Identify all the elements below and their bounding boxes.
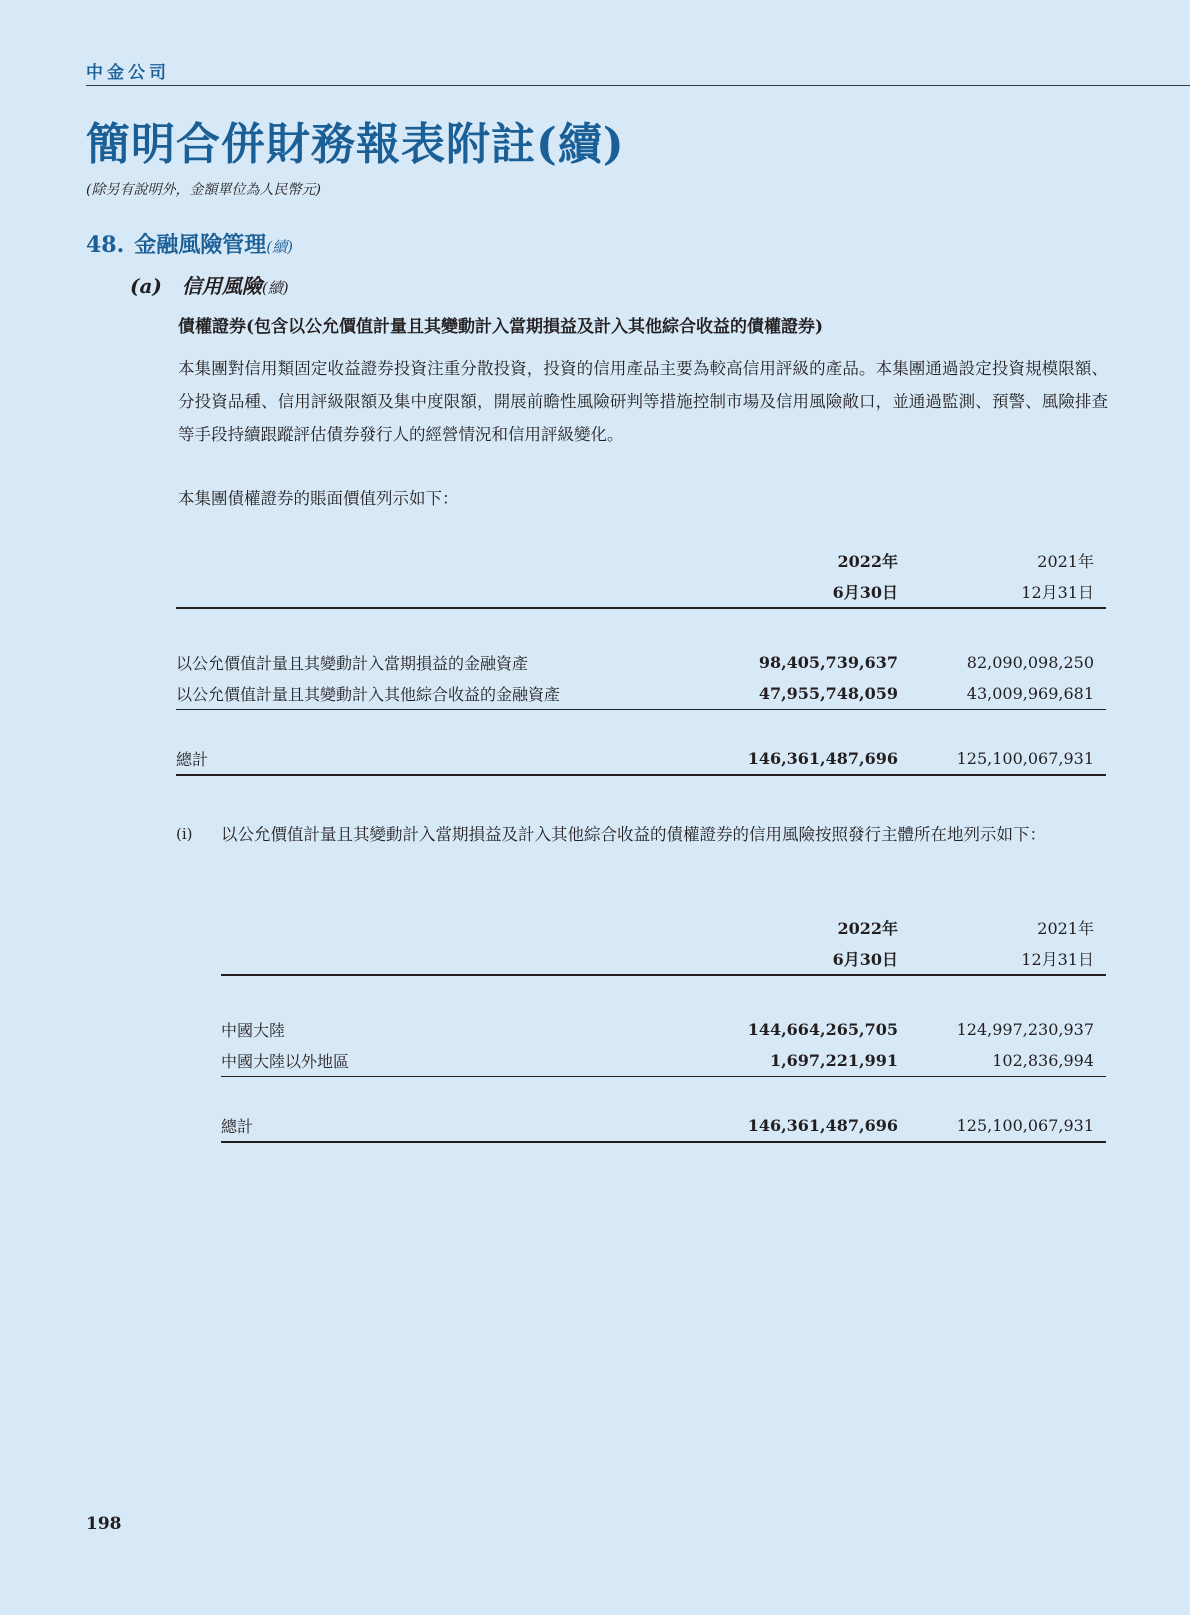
subsection-heading — [130, 270, 289, 299]
section-title: 金融風險管理 — [134, 232, 267, 258]
col-header-2021: 2021年 — [1037, 552, 1094, 571]
table-row — [221, 1014, 1106, 1045]
header-divider — [86, 85, 1190, 86]
body-paragraph: 本集團對信用類固定收益證券投資注重分散投資，投資的信用產品主要為較高信用評級的產品。本集團通過設定投資規模限額、分投資品種、信用評級限額及集中度限額，開展前瞻性風險研判等措施控制市場及信用風險敞口，並通過監測、預警、風險排查等手段持續跟蹤評估債券發行人的經營情況和信用評級變化。 — [178, 359, 1108, 444]
col-header-2021-date: 12月31日 — [906, 943, 1106, 975]
carrying-value-table — [176, 545, 1106, 776]
value-2022: 1,697,221,991 — [746, 1045, 906, 1077]
total-label: 總計 — [221, 1110, 746, 1142]
table-row — [176, 647, 1106, 678]
section-cont: (續) — [266, 238, 294, 256]
col-header-2022-date: 6月30日 — [746, 576, 906, 608]
table-header-row — [176, 545, 1106, 576]
section-heading — [86, 228, 293, 259]
row-label: 中國大陸 — [221, 1021, 286, 1040]
page-title: 簡明合併財務報表附註(續) — [86, 119, 625, 170]
section-number: 48. — [86, 232, 125, 258]
subsection-cont: (續) — [261, 279, 289, 297]
total-2021: 125,100,067,931 — [906, 1110, 1106, 1142]
value-2022: 144,664,265,705 — [747, 1020, 898, 1039]
note-text: 以公允價值計量且其變動計入當期損益及計入其他綜合收益的債權證券的信用風險按照發行主體所在地列示如下： — [221, 825, 1046, 844]
total-label: 總計 — [176, 743, 746, 775]
note-number: (i) — [176, 825, 193, 843]
subsection-letter: (a) — [130, 274, 162, 298]
total-2022: 146,361,487,696 — [746, 743, 906, 775]
subsection-title: 信用風險 — [181, 274, 262, 298]
table-header-row — [221, 912, 1106, 943]
page-subtitle: (除另有說明外，金額單位為人民幣元) — [86, 182, 321, 198]
total-2022: 146,361,487,696 — [746, 1110, 906, 1142]
value-2021: 82,090,098,250 — [966, 653, 1094, 672]
table-header-row — [221, 943, 1106, 975]
table-header-row — [176, 576, 1106, 608]
value-2021: 124,997,230,937 — [956, 1020, 1094, 1039]
company-name: 中金公司 — [86, 63, 170, 83]
row-label: 以公允價值計量且其變動計入其他綜合收益的金融資產 — [176, 678, 746, 710]
col-header-2022: 2022年 — [837, 552, 898, 571]
col-header-2021: 2021年 — [1037, 919, 1094, 938]
value-2022: 47,955,748,059 — [746, 678, 906, 710]
table-row — [221, 1045, 1106, 1077]
value-2021: 102,836,994 — [906, 1045, 1106, 1077]
page-number: 198 — [86, 1514, 122, 1534]
row-label: 中國大陸以外地區 — [221, 1045, 746, 1077]
topic-heading: 債權證券(包含以公允價值計量且其變動計入當期損益及計入其他綜合收益的債權證券) — [178, 317, 824, 337]
col-header-2021-date: 12月31日 — [906, 576, 1106, 608]
total-2021: 125,100,067,931 — [906, 743, 1106, 775]
table-total-row — [176, 743, 1106, 775]
table-total-row — [221, 1110, 1106, 1142]
value-2022: 98,405,739,637 — [758, 653, 898, 672]
col-header-2022: 2022年 — [837, 919, 898, 938]
row-label: 以公允價值計量且其變動計入當期損益的金融資產 — [176, 654, 529, 673]
col-header-2022-date: 6月30日 — [746, 943, 906, 975]
intro-text: 本集團債權證券的賬面價值列示如下： — [178, 489, 459, 508]
table-row — [176, 678, 1106, 710]
credit-risk-by-location-table — [221, 912, 1106, 1143]
value-2021: 43,009,969,681 — [906, 678, 1106, 710]
